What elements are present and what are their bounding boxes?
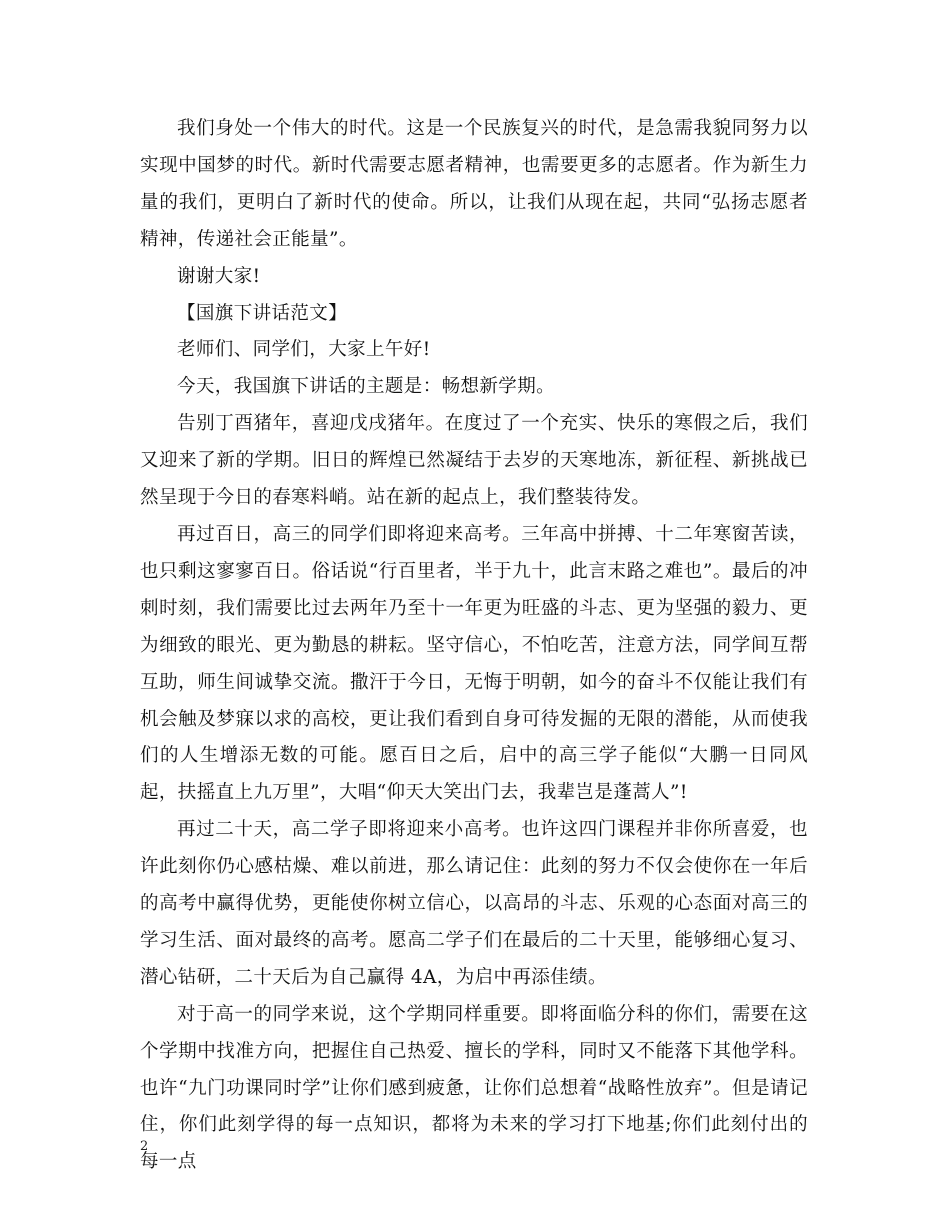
document-body xyxy=(140,111,808,1181)
paragraph-thanks: 谢谢大家! xyxy=(177,265,261,287)
page-number: 2 xyxy=(140,1139,149,1154)
paragraph-senior-one: 对于高一的同学来说，这个学期同样重要。即将面临分科的你们，需要在这个学期中找准方向，把握住自己热爱、擅长的学科，同时又不能落下其他学科。也许“九门功课同时学”让你们感到疲惫，让你们总想着“战略性放弃”。但是请记住，你们此刻学得的每一点知识，都将为未来的学习打下地基;你们此刻付出的每一点 xyxy=(140,1003,808,1173)
paragraph-new-semester: 告别丁酉猪年，喜迎戊戌猪年。在度过了一个充实、快乐的寒假之后，我们又迎来了新的学期。旧日的辉煌已然凝结于去岁的天寒地冻，新征程、新挑战已然呈现于今日的春寒料峭。站在新的起点上，我们整装待发。 xyxy=(140,413,808,509)
paragraph-volunteer-spirit: 我们身处一个伟大的时代。这是一个民族复兴的时代，是急需我貌同努力以实现中国梦的时代。新时代需要志愿者精神，也需要更多的志愿者。作为新生力量的我们，更明白了新时代的使命。所以，让我们从现在起，共同“弘扬志愿者精神，传递社会正能量”。 xyxy=(140,118,808,250)
paragraph-greeting: 老师们、同学们，大家上午好! xyxy=(177,339,431,361)
paragraph-senior-two: 再过二十天，高二学子即将迎来小高考。也许这四门课程并非你所喜爱，也许此刻你仍心感枯燥、难以前进，那么请记住：此刻的努力不仅会使你在一年后的高考中赢得优势，更能使你树立信心，以高昂的斗志、乐观的心态面对高三的学习生活、面对最终的高考。愿高二学子们在最后的二十天里，能够细心复习、潜心钻研，二十天后为自己赢得 4A，为启中再添佳绩。 xyxy=(140,819,808,988)
paragraph-senior-three: 再过百日，高三的同学们即将迎来高考。三年高中拼搏、十二年寒窗苦读，也只剩这寥寥百日。俗话说“行百里者，半于九十，此言末路之难也”。最后的冲刺时刻，我们需要比过去两年乃至十一年更为旺盛的斗志、更为坚强的毅力、更为细致的眼光、更为勤恳的耕耘。坚守信心，不怕吃苦，注意方法，同学间互帮互助，师生间诚挚交流。撒汗于今日，无悔于明朝，如今的奋斗不仅能让我们有机会触及梦寐以求的高校，更让我们看到自身可待发掘的无限的潜能，从而使我们的人生增添无数的可能。愿百日之后，启中的高三学子能似“大鹏一日同风起，扶摇直上九万里”，大唱“仰天大笑出门去，我辈岂是蓬蒿人”! xyxy=(140,523,808,804)
section-heading-flag-speech: 【国旗下讲话范文】 xyxy=(177,302,348,324)
paragraph-speech-topic: 今天，我国旗下讲话的主题是：畅想新学期。 xyxy=(177,376,556,398)
